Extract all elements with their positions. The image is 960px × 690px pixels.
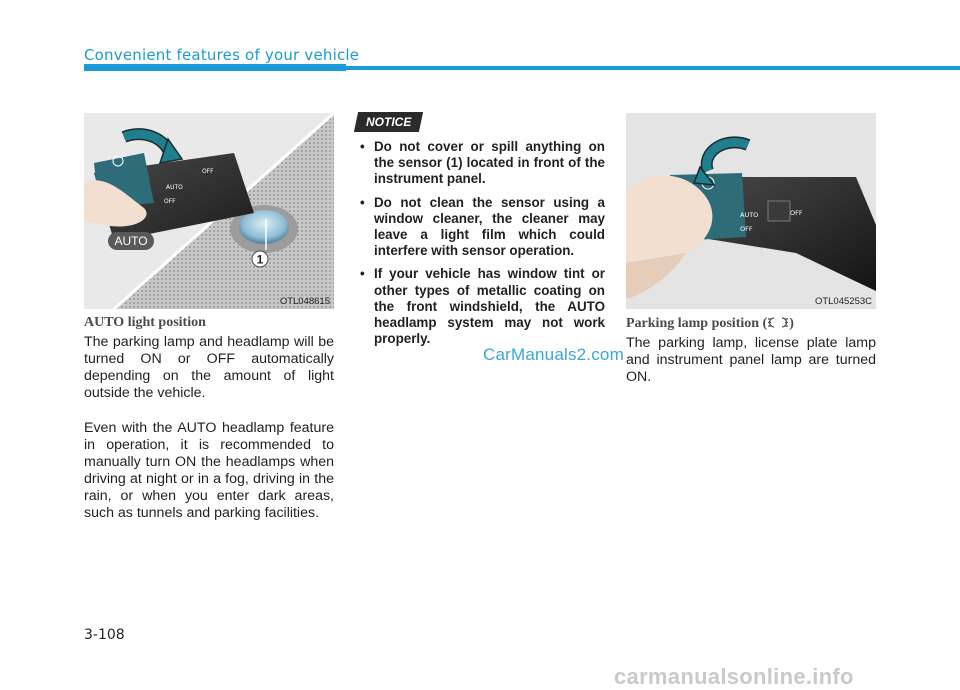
auto-paragraph-1: The parking lamp and headlamp will be turned ON or OFF automatically depending on the amount of light outside the vehicle. [84,334,334,401]
svg-text:AUTO: AUTO [166,184,183,191]
parking-lamp-heading: Parking lamp position ( ) [626,316,794,334]
header-title: Convenient features of your vehicle [84,46,360,64]
svg-text:OFF: OFF [164,198,176,205]
auto-paragraph-2: Even with the AUTO headlamp feature in operation, it is recommended to manually turn ON the headlamps when driving at night or in a fog, driving in the rain, or when you enter dark areas, such as tunnels and parking facilities. [84,420,334,521]
parking-lamp-illustration [626,113,876,309]
list-item: • If your vehicle has window tint or other types of metallic coating on the front windshield, the AUTO headlamp system may not work properly. [355,266,605,347]
svg-text:OFF: OFF [790,209,803,217]
list-item: • Do not cover or spill anything on the sensor (1) located in front of the instrument panel. [355,139,605,188]
footer-watermark: carmanualsonline.info [614,664,854,689]
parking-paragraph: The parking lamp, license plate lamp and instrument panel lamp are turned ON. [626,335,876,385]
auto-headlamp-figure [84,113,334,309]
svg-text:AUTO: AUTO [740,211,759,219]
figure-caption: OTL045253C [814,296,872,307]
parking-lamp-icon [767,316,789,334]
figure-caption: OTL048615 [279,296,330,307]
svg-text:OFF: OFF [740,225,753,233]
notice-list [355,139,605,354]
header-rule-accent [84,64,346,71]
page-number: 3-108 [84,627,125,643]
list-item: • Do not clean the sensor using a window cleaner, the cleaner may leave a light film which could interfere with sensor operation. [355,195,605,260]
parking-lamp-figure [626,113,876,309]
auto-headlamp-illustration [84,113,334,309]
sensor-callout: 1 [256,252,264,267]
watermark: CarManuals2.com [483,345,624,364]
notice-badge: NOTICE [354,112,423,132]
svg-text:OFF: OFF [202,168,214,175]
auto-light-heading: AUTO light position [84,315,206,330]
auto-label: AUTO [114,234,148,248]
